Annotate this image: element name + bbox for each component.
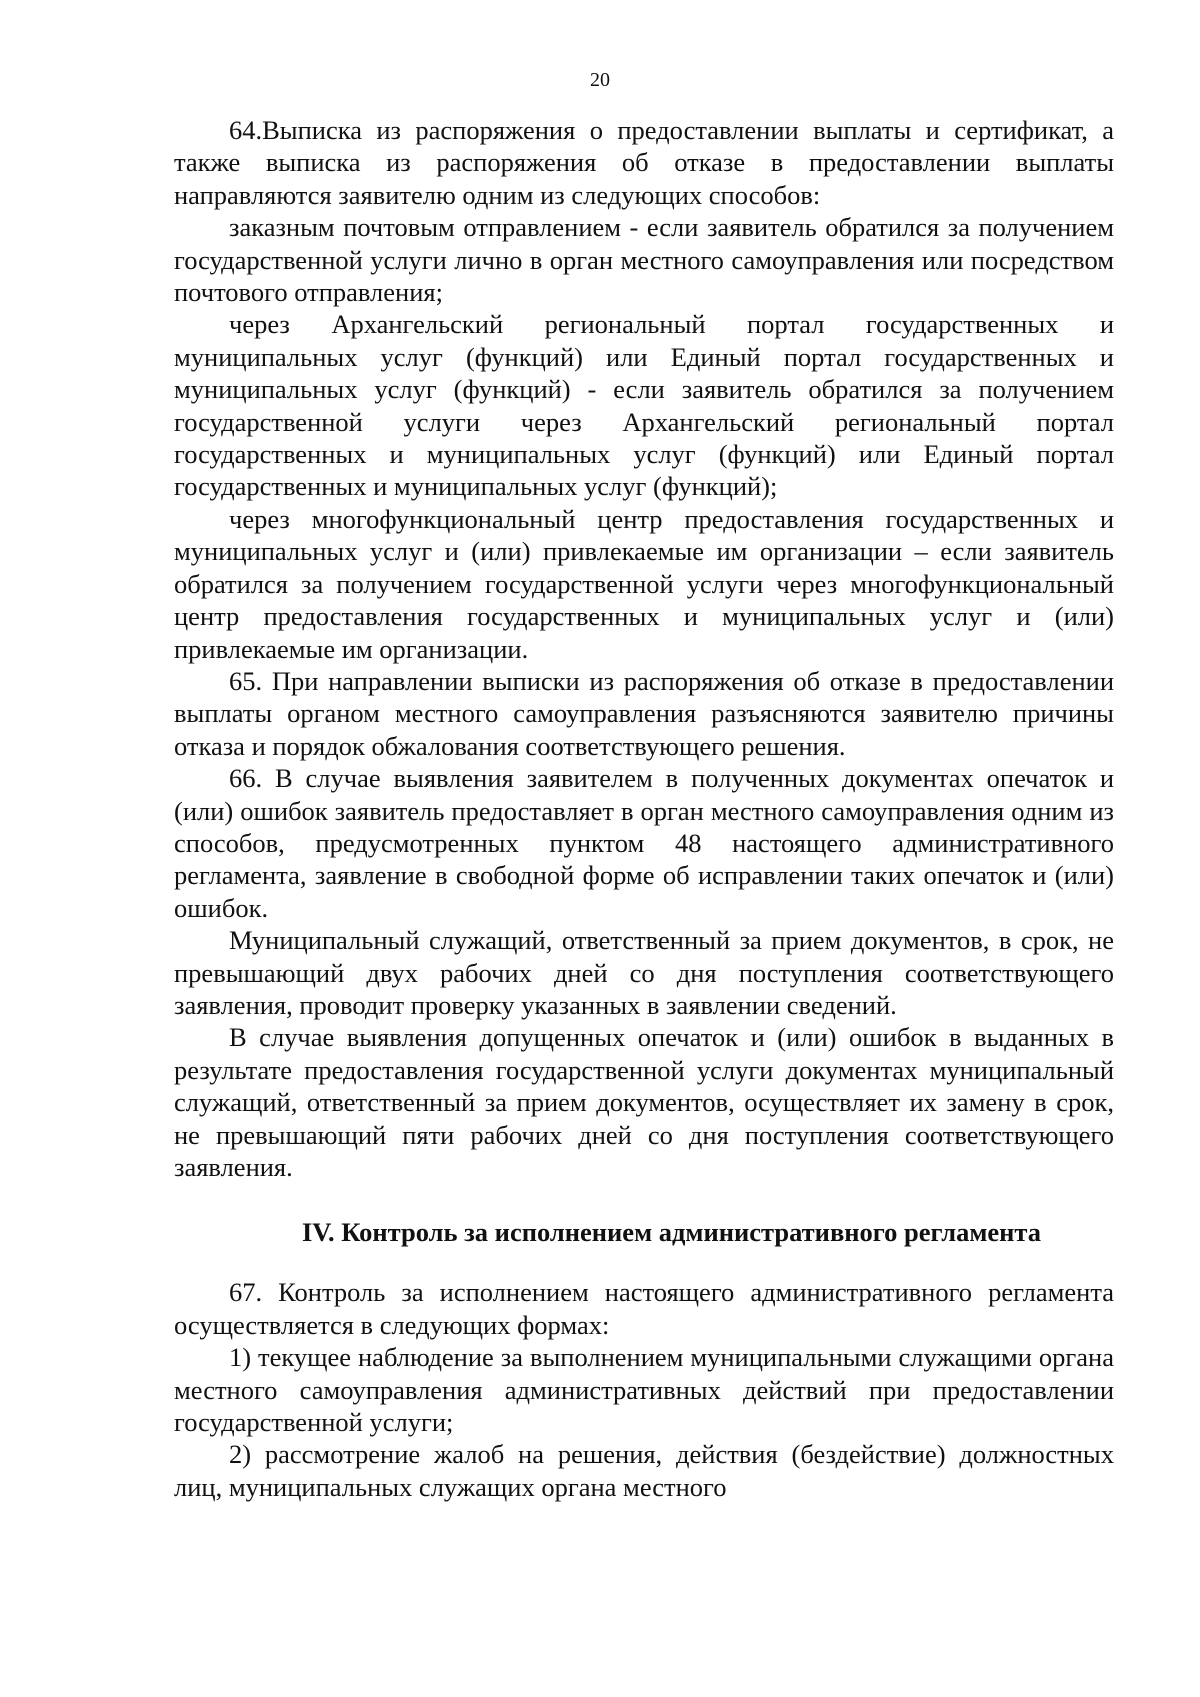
paragraph-67: 67. Контроль за исполнением настоящего административного регламента осуществляется в следующих формах: bbox=[174, 1277, 1114, 1340]
paragraph-mfc: через многофункциональный центр предоставления государственных и муниципальных услуг и (или) привлекаемые им организации – если заявитель обратился за получением государственной услуги через многофункциональный центр предоставления государственных и муниципальных услуг и (или) привлекаемые им организации. bbox=[174, 503, 1114, 664]
paragraph-67-item-1: 1) текущее наблюдение за выполнением муниципальными служащими органа местного самоуправления административных действий при предоставлении государственной услуги; bbox=[174, 1342, 1114, 1438]
paragraph-64: 64.Выписка из распоряжения о предоставлении выплаты и сертификат, а также выписка из распоряжения об отказе в предоставлении выплаты направляются заявителю одним из следующих способов: bbox=[174, 115, 1114, 210]
paragraph-66: 66. В случае выявления заявителем в полученных документах опечаток и (или) ошибок заявитель предоставляет в орган местного самоуправления одним из способов, предусмотренных пунктом 48 настоящего административного регламента, заявление в свободной форме об исправлении таких опечаток и (или) ошибок. bbox=[174, 763, 1114, 923]
paragraph-registered-mail: заказным почтовым отправлением - если заявитель обратился за получением государственной услуги лично в орган местного самоуправления или посредством почтового отправления; bbox=[174, 212, 1114, 308]
paragraph-65: 65. При направлении выписки из распоряжения об отказе в предоставлении выплаты органом местного самоуправления разъясняются заявителю причины отказа и порядок обжалования соответствующего решения. bbox=[174, 665, 1114, 761]
paragraph-66-replacement: В случае выявления допущенных опечаток и (или) ошибок в выданных в результате предоставления государственной услуги документах муниципальный служащий, ответственный за прием документов, осуществляет их замену в срок, не превышающий пяти рабочих дней со дня поступления соответствующего заявления. bbox=[174, 1022, 1114, 1182]
paragraph-67-item-2: 2) рассмотрение жалоб на решения, действия (бездействие) должностных лиц, муниципальных служащих органа местного bbox=[174, 1439, 1114, 1502]
section-heading: IV. Контроль за исполнением административного регламента bbox=[301, 1217, 1042, 1248]
document-body bbox=[174, 114, 1114, 1503]
paragraph-portal: через Архангельский региональный портал государственных и муниципальных услуг (функций) или Единый портал государственных и муниципальных услуг (функций) - если заявитель обратился за получением государственной услуги через Архангельский региональный портал государственных и муниципальных услуг (функций) или Единый портал государственных и муниципальных услуг (функций); bbox=[174, 309, 1114, 502]
paragraph-66-review: Муниципальный служащий, ответственный за прием документов, в срок, не превышающий двух рабочих дней со дня поступления соответствующего заявления, проводит проверку указанных в заявлении сведений. bbox=[174, 925, 1114, 1020]
page-number: 20 bbox=[590, 69, 610, 91]
